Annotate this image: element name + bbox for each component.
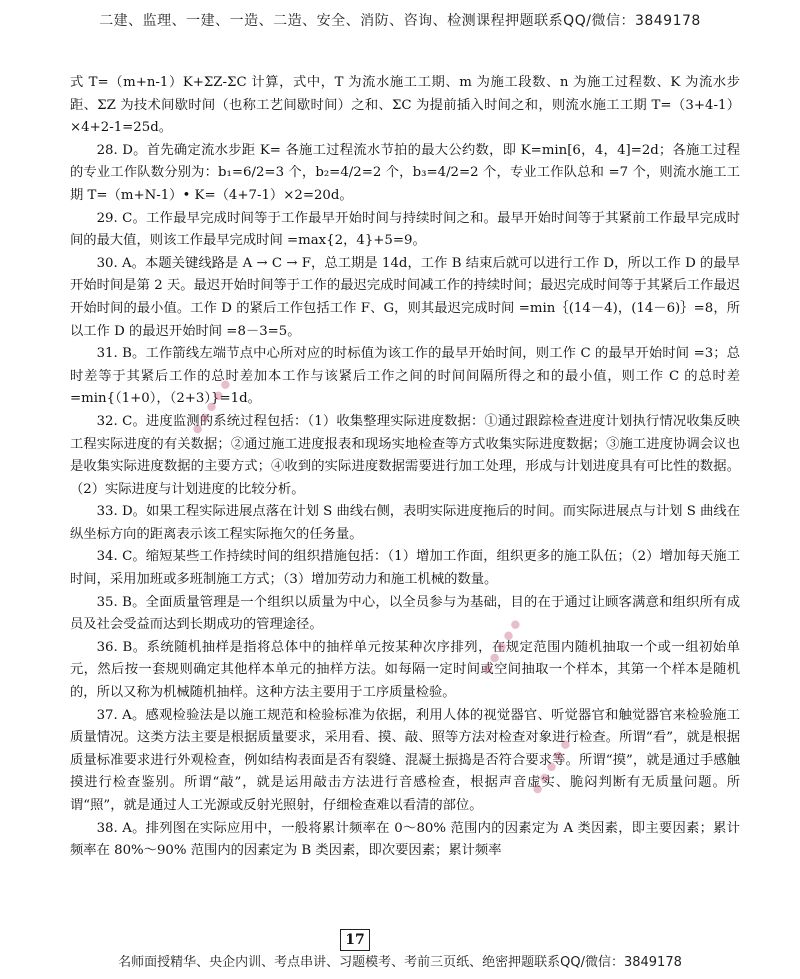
paragraph-34: 34. C。缩短某些工作持续时间的组织措施包括：（1）增加工作面，组织更多的施工队伍；（2）增加每天施工时间，采用加班或多班制施工方式；（3）增加劳动力和施工机械的数量。 [70,549,740,588]
page-number: 17 [340,929,370,951]
paragraph-36: 36. B。系统随机抽样是指将总体中的抽样单元按某种次序排列，在规定范围内随机抽取一个或一组初始单元，然后按一套规则确定其他样本单元的抽样方法。如每隔一定时间或空间抽取一个样本，其第一个样本是随机的，所以又称为机械随机抽样。这种方法主要用于工序质量检验。 [70,639,740,701]
watermark-stamp: ● ● ● ● ● [529,736,573,797]
paragraph-32: 32. C。进度监测的系统过程包括：（1）收集整理实际进度数据：①通过跟踪检查进度计划执行情况收集反映工程实际进度的有关数据；②通过施工进度报表和现场实地检查等方式收集实际进度数据；③施工进度协调会议也是收集实际进度数据的主要方式；④收到的实际进度数据需要进行加工处理，形成与计划进度具有可比性的数据。（2）实际进度与计划进度的比较分析。 [70,413,740,497]
paragraph-37: 37. A。感观检验法是以施工规范和检验标准为依据，利用人体的视觉器官、听觉器官和触觉器官来检验施工质量情况。这类方法主要是根据质量要求，采用看、摸、敲、照等方法对检查对象进行检查。所谓“看”，就是根据质量标准要求进行外观检查，例如结构表面是否有裂缝、混凝土振捣是否符合要求等。所谓“摸”，就是通过手感触摸进行检查鉴别。所谓“敲”，就是运用敲击方法进行音感检查，根据声音虚实、脆闷判断有无质量问题。所谓“照”，就是通过人工光源或反射光照射，仔细检查难以看清的部位。 [70,707,740,813]
paragraph-33: 33. D。如果工程实际进展点落在计划 S 曲线右侧，表明实际进度拖后的时间。而实际进展点与计划 S 曲线在纵坐标方向的距离表示该工程实际拖欠的任务量。 [70,504,740,542]
paragraph-30: 30. A。本题关键线路是 A → C → F，总工期是 14d，工作 B 结束后就可以进行工作 D，所以工作 D 的最早开始时间是第 2 天。最迟开始时间等于工作的最迟完成时间减工作的持续时间；最迟完成时间等于其紧后工作最迟开始时间的最小值。工作 D 的紧后工作包括工作 F、G，则其最迟完成时间 =min｛(14－4)，(14－6)｝=8，所以工作 D 的最迟开始时间 =8－3=5。 [70,255,740,339]
watermark-stamp: ● ● ● ● ● [189,376,233,437]
paragraph-35: 35. B。全面质量管理是一个组织以质量为中心，以全员参与为基础，目的在于通过让顾客满意和组织所有成员及社会受益而达到长期成功的管理途径。 [70,594,740,633]
answer-explanations [70,72,740,863]
paragraph-27-continued: 式 T=（m+n-1）K+ΣZ-ΣC 计算，式中，T 为流水施工工期、m 为施工段数、n 为施工过程数、K 为流水步距、ΣZ 为技术间歇时间（也称工艺间歇时间）之和、ΣC 为提前插入时间之和，则流水施工工期 T=（3+4-1）×4+2-1=25d。 [70,75,740,136]
paragraph-38: 38. A。排列图在实际应用中，一般将累计频率在 0～80% 范围内的因素定为 A 类因素，即主要因素；累计频率在 80%～90% 范围内的因素定为 B 类因素，即次要因素；累计频率 [70,820,740,859]
paragraph-28: 28. D。首先确定流水步距 K= 各施工过程流水节拍的最大公约数，即 K=min[6，4，4]=2d；各施工过程的专业工作队数分别为：b₁=6/2=3 个，b₂=4/2=2 个，b₃=4/2=2 个，专业工作队总和 =7 个，则流水施工工期 T=（m+N-1）• K=（4+7-1）×2=20d。 [70,142,740,203]
paragraph-31: 31. B。工作箭线左端节点中心所对应的时标值为该工作的最早开始时间，则工作 C 的最早开始时间 =3；总时差等于其紧后工作的总时差加本工作与该紧后工作之间的时间间隔所得之和的最小值，则工作 C 的总时差 =min{（1+0），（2+3）}=1d。 [70,346,740,407]
paragraph-29: 29. C。工作最早完成时间等于工作最早开始时间与持续时间之和。最早开始时间等于其紧前工作最早完成时间的最大值，则该工作最早完成时间 =max{2，4}+5=9。 [70,210,740,249]
page-footer: 名师面授精华、央企内训、考点串讲、习题模考、考前三页纸、绝密押题联系QQ/微信：3849178 [118,955,682,970]
page-header: 二建、监理、一建、一造、二造、安全、消防、咨询、检测课程押题联系QQ/微信：3849178 [99,13,701,29]
watermark-stamp: ● ● ● ● ● [479,616,523,677]
